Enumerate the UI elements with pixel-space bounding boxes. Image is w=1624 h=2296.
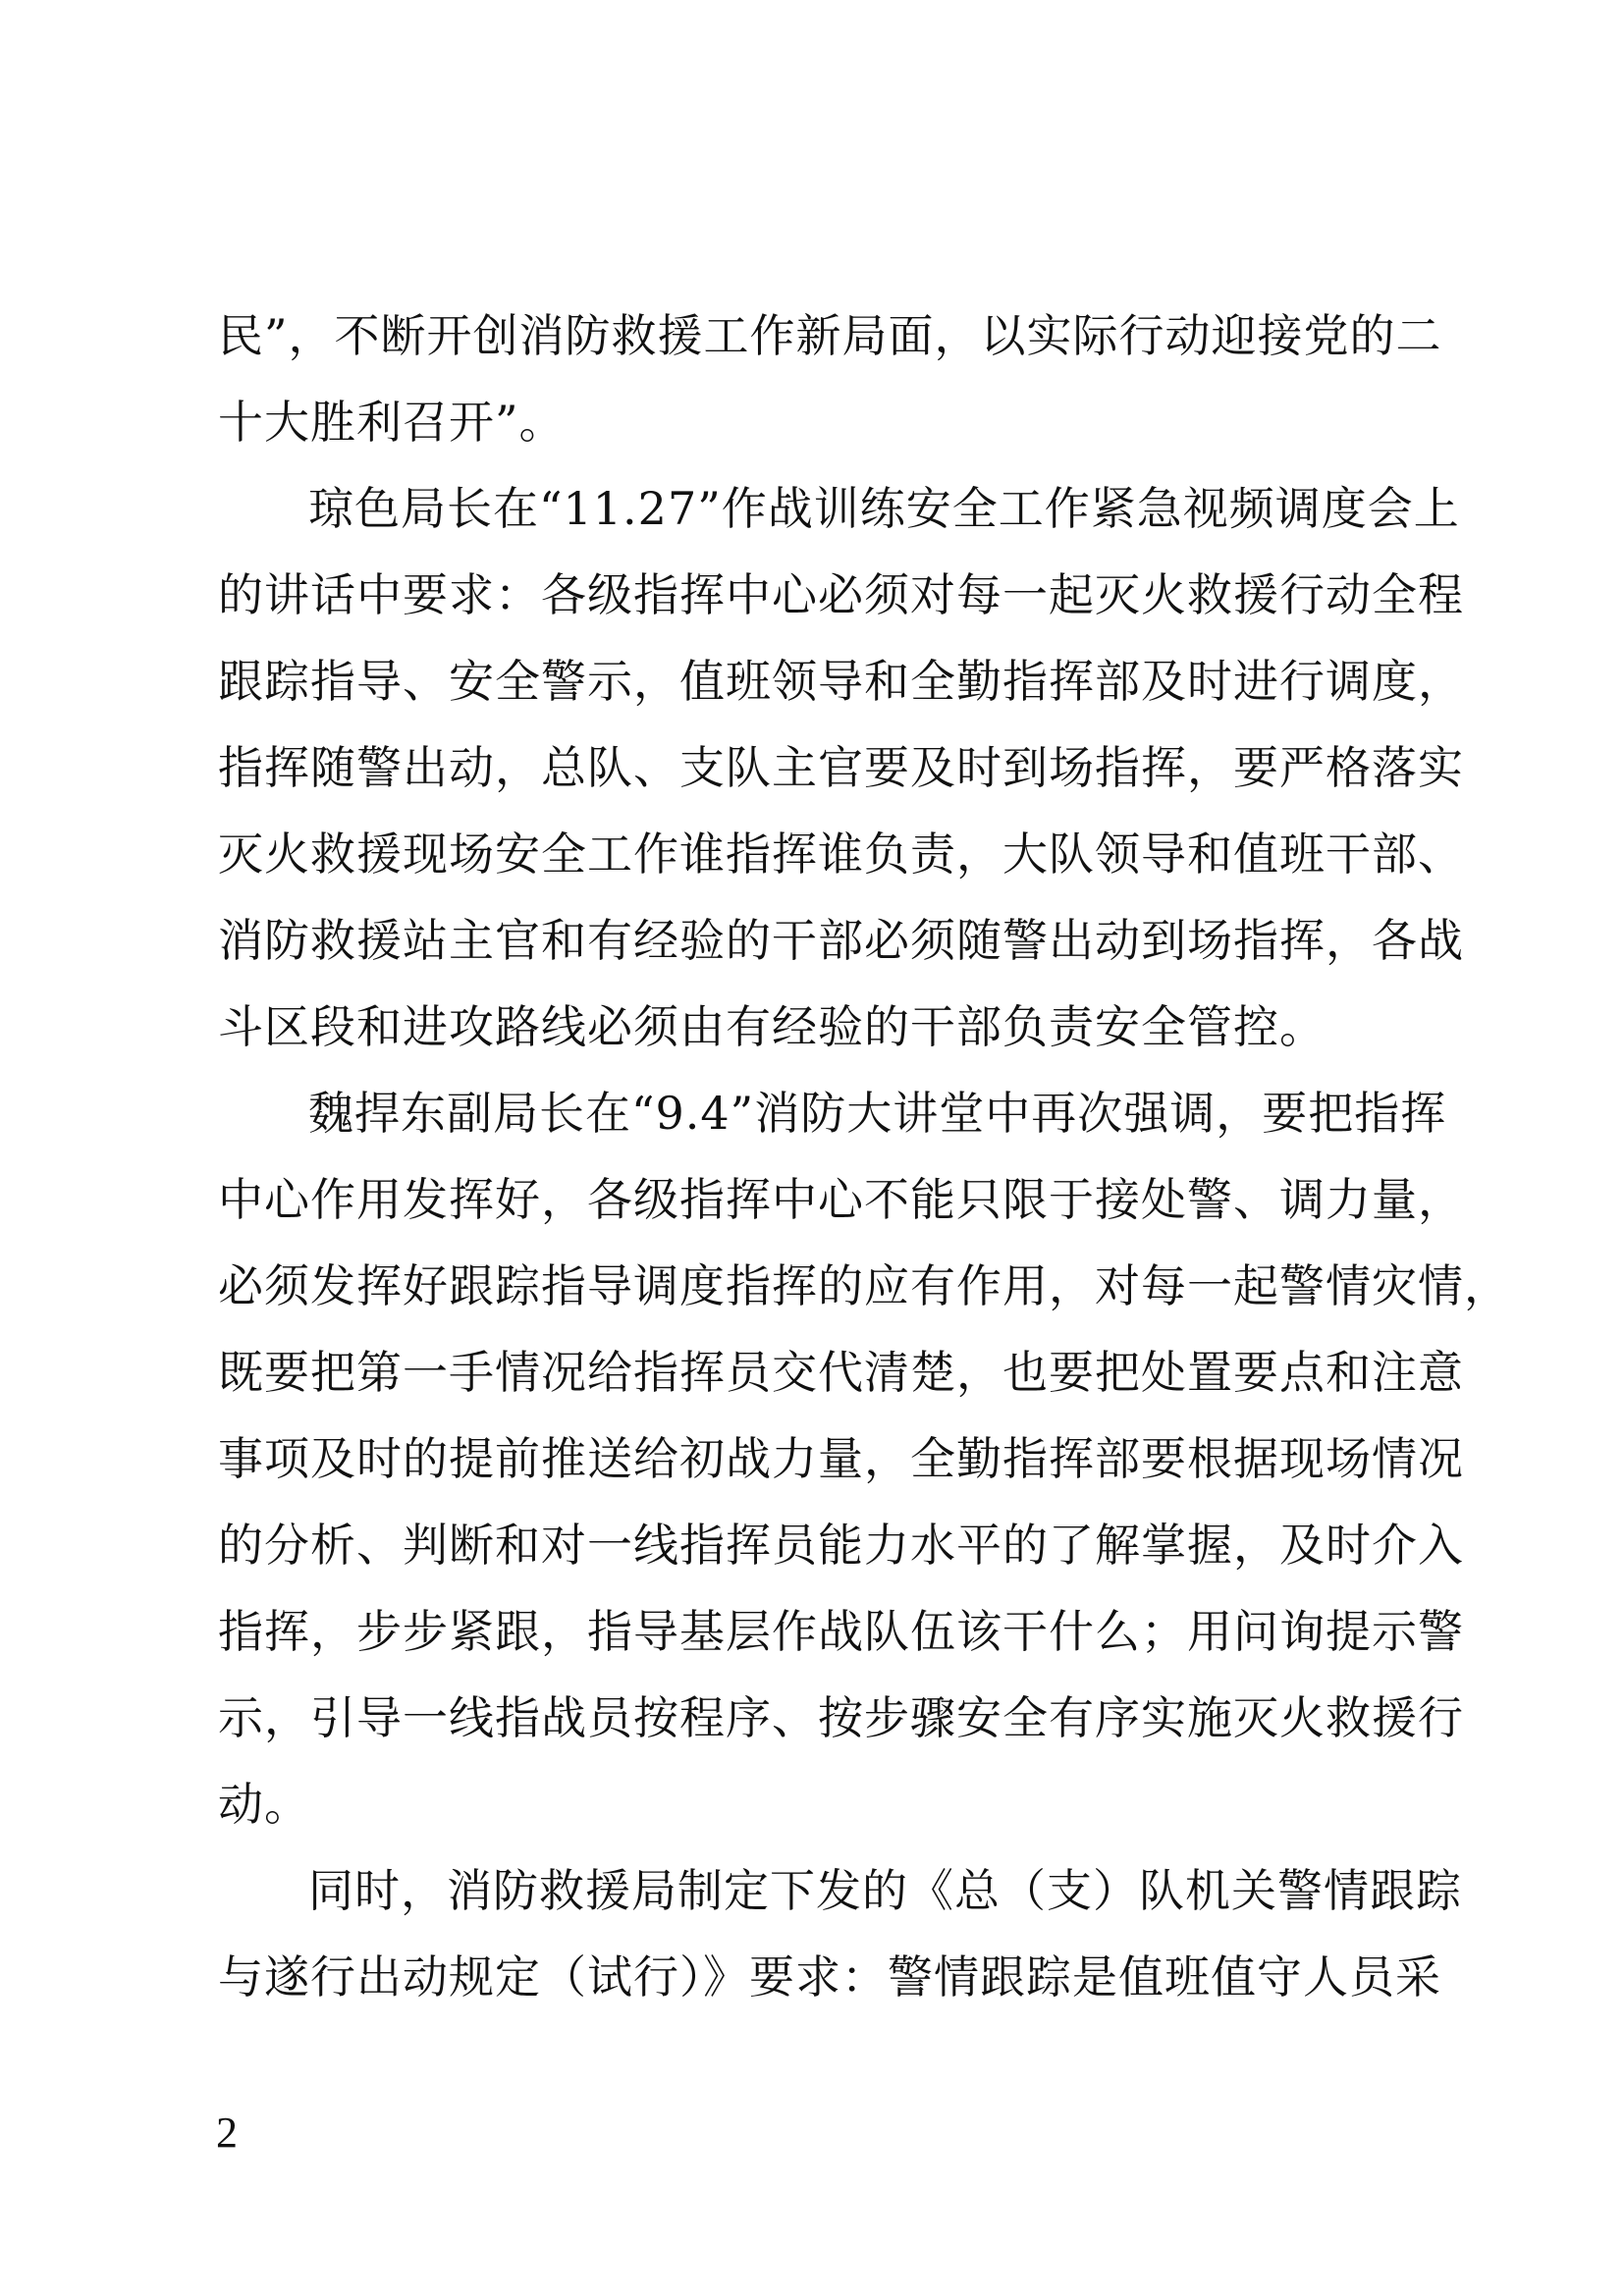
text-line: 十大胜利召开”。	[218, 396, 566, 449]
page-number: 2	[216, 2109, 238, 2157]
paragraph-first-line: 琼色局长在“11.27”作战训练安全工作紧急视频调度会上	[308, 482, 1460, 535]
text-line: 消防救援站主官和有经验的干部必须随警出动到场指挥，各战	[218, 914, 1464, 967]
text-line: 既要把第一手情况给指挥员交代清楚，也要把处置要点和注意	[218, 1346, 1464, 1399]
text-line: 斗区段和进攻路线必须由有经验的干部负责安全管控。	[218, 1000, 1326, 1053]
text-line: 动。	[218, 1778, 310, 1831]
paragraph-first-line: 魏捍东副局长在“9.4”消防大讲堂中再次强调，要把指挥	[308, 1087, 1447, 1140]
text-line: 示，引导一线指战员按程序、按步骤安全有序实施灭火救援行	[218, 1691, 1464, 1744]
text-line: 中心作用发挥好，各级指挥中心不能只限于接处警、调力量，	[218, 1173, 1464, 1226]
text-line: 的分析、判断和对一线指挥员能力水平的了解掌握，及时介入	[218, 1519, 1464, 1572]
text-line: 跟踪指导、安全警示，值班领导和全勤指挥部及时进行调度，	[218, 655, 1464, 708]
text-line: 民”，不断开创消防救援工作新局面，以实际行动迎接党的二	[218, 309, 1442, 362]
paragraph-first-line: 同时，消防救援局制定下发的《总（支）队机关警情跟踪	[308, 1864, 1462, 1917]
text-line: 的讲话中要求：各级指挥中心必须对每一起灭火救援行动全程	[218, 568, 1464, 621]
text-line: 指挥随警出动，总队、支队主官要及时到场指挥，要严格落实	[218, 741, 1464, 794]
text-line: 灭火救援现场安全工作谁指挥谁负责，大队领导和值班干部、	[218, 828, 1464, 881]
text-line: 与遂行出动规定（试行）》要求：警情跟踪是值班值守人员采	[218, 1950, 1441, 2003]
text-line: 事项及时的提前推送给初战力量，全勤指挥部要根据现场情况	[218, 1432, 1464, 1485]
text-line: 指挥，步步紧跟，指导基层作战队伍该干什么；用问询提示警	[218, 1605, 1464, 1658]
text-line: 必须发挥好跟踪指导调度指挥的应有作用，对每一起警情灾情，	[218, 1259, 1510, 1312]
